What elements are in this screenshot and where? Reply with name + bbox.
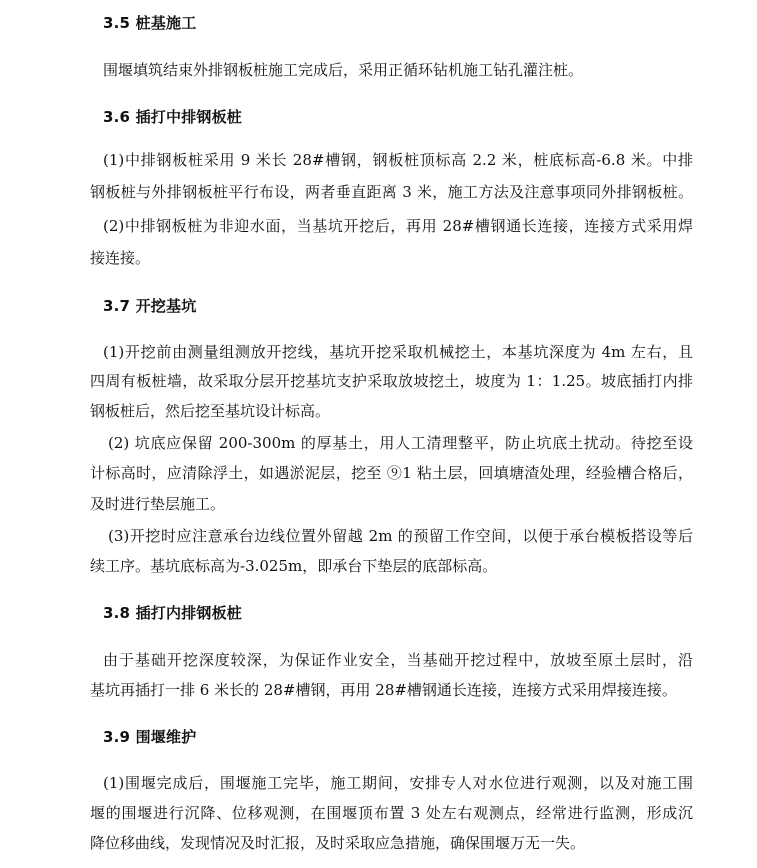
- paragraph-line: (2) 坑底应保留 200-300m 的厚基土，用人工清理整平，防止坑底土扰动。待挖至设: [108, 434, 693, 452]
- paragraph-line: 钢板桩与外排钢板桩平行布设，两者垂直距离 3 米，施工方法及注意事项同外排钢板桩。: [90, 183, 693, 201]
- paragraph-line: (3)开挖时应注意承台边线位置外留越 2m 的预留工作空间，以便于承台模板搭设等后: [108, 527, 693, 545]
- paragraph-line: (2)中排钢板桩为非迎水面，当基坑开挖后，再用 28#槽钢通长连接，连接方式采用焊: [103, 217, 693, 235]
- paragraph-line: 计标高时，应清除浮土，如遇淤泥层，挖至 ⑨1 粘土层，回填塘渣处理，经验槽合格后，: [90, 464, 693, 482]
- paragraph-line: 基坑再插打一排 6 米长的 28#槽钢，再用 28#槽钢通长连接，连接方式采用焊接连接。: [90, 681, 677, 699]
- paragraph-line: (1)围堰完成后，围堰施工完毕，施工期间，安排专人对水位进行观测，以及对施工围: [103, 774, 693, 792]
- paragraph-line: (1)中排钢板桩采用 9 米长 28#槽钢，钢板桩顶标高 2.2 米，桩底标高-6.8 米。中排: [103, 151, 693, 169]
- paragraph-line: 由于基础开挖深度较深，为保证作业安全，当基础开挖过程中，放坡至原土层时，沿: [103, 651, 693, 669]
- section-heading-3-8: 3.8 插打内排钢板桩: [103, 604, 242, 622]
- paragraph-line: 续工序。基坑底标高为-3.025m，即承台下垫层的底部标高。: [90, 557, 498, 575]
- paragraph-line: 钢板桩后，然后挖至基坑设计标高。: [90, 402, 331, 420]
- section-heading-3-9: 3.9 围堰维护: [103, 728, 197, 746]
- section-heading-3-5: 3.5 桩基施工: [103, 14, 197, 32]
- paragraph-line: (1)开挖前由测量组测放开挖线，基坑开挖采取机械挖土，本基坑深度为 4m 左右，且: [103, 343, 693, 361]
- paragraph-line: 接连接。: [90, 249, 151, 267]
- section-heading-3-6: 3.6 插打中排钢板桩: [103, 108, 242, 126]
- paragraph-line: 堰的围堰进行沉降、位移观测，在围堰顶布置 3 处左右观测点，经常进行监测，形成沉: [90, 804, 693, 822]
- paragraph-line: 围堰填筑结束外排钢板桩施工完成后，采用正循环钻机施工钻孔灌注桩。: [103, 61, 584, 79]
- paragraph-line: 降位移曲线，发现情况及时汇报，及时采取应急措施，确保围堰万无一失。: [90, 834, 586, 852]
- paragraph-line: 四周有板桩墙，故采取分层开挖基坑支护采取放坡挖土，坡度为 1：1.25。坡底插打内排: [90, 372, 693, 390]
- paragraph-line: 及时进行垫层施工。: [90, 495, 226, 513]
- section-heading-3-7: 3.7 开挖基坑: [103, 297, 197, 315]
